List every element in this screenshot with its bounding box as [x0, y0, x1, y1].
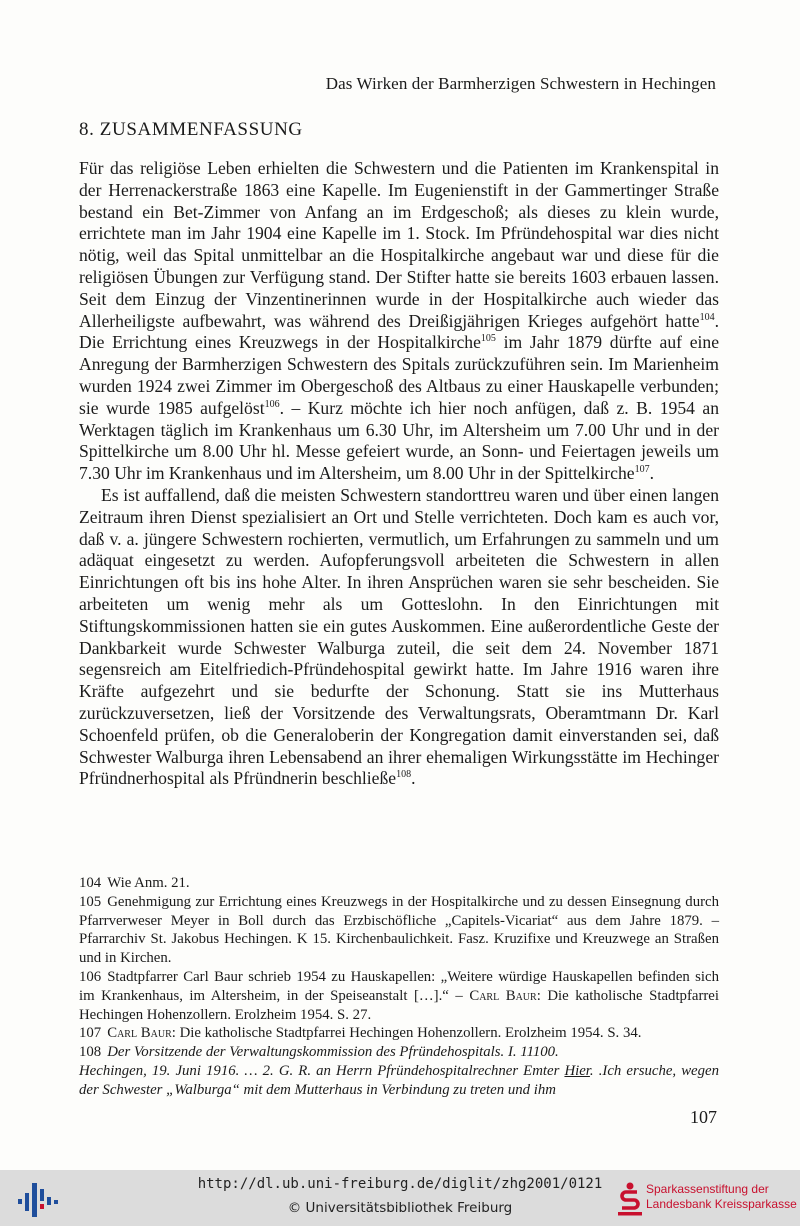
footnote-108: 108 Der Vorsitzende der Verwaltungskommission des Pfründehospitals. I. 11100. Hechingen, 19. Juni 1916. … 2. G. R. an Herrn Pfründehospitalrechner Emter Hier. .Ich ersuche, wegen der Schwester „Walburga“ mit dem Mutterhaus in Verbindung zu treten und ihm [79, 1044, 719, 1098]
footnotes [79, 874, 719, 1100]
paragraph-1: Für das religiöse Leben erhielten die Schwestern und die Patienten im Krankenspital in der Herrenackerstraße 1863 eine Kapelle. Im Eugenienstift in der Gammertinger Straße bestand ein Bet-Zimmer von Anfang an im Erdgeschoß; als dieses zu klein wurde, errichtete man im Jahr 1904 eine Kapelle im 1. Stock. Im Pfründehospital war dies nicht nötig, weil das Spital unmittelbar an die Hospitalkirche angebaut war und diese für die religiösen Übungen zur Verfügung stand. Der Stifter hatte sie bereits 1603 erbauen lassen. Seit dem Einzug der Vinzentinerinnen wurde in der Hospitalkirche auch wieder das Allerheiligste aufbewahrt, was während des Dreißigjährigen Krieges aufgehört hatte$^{104}$. Die Errichtung eines Kreuzwegs in der Hospitalkirche$^{105}$ im Jahr 1879 dürfte auf eine Anregung der Barmherzigen Schwestern des Spitals zurückzuführen sein. Im Marienheim wurden 1924 zwei Zimmer im Obergeschoß des Altbaus zu einer Hauskapelle verbunden; sie wurde 1985 aufgelöst$^{106}$. – Kurz möchte ich hier noch anfügen, daß z. B. 1954 an Werktagen täglich im Krankenhaus um 6.30 Uhr, im Altersheim um 7.00 Uhr und in der Spittelkirche um 8.00 Uhr hl. Messe gefeiert wurde, an Sonn- und Feiertagen jeweils um 7.30 Uhr im Krankenhaus und im Altersheim, um 8.00 Uhr in der Spittelkirche$^{107}$. [79, 158, 719, 484]
source-url-link[interactable]: http://dl.ub.uni-freiburg.de/diglit/zhg2001/0121 [197, 1176, 603, 1192]
footnote-ref-106[interactable]: 106 [264, 398, 280, 410]
footnote-106: 106 Stadtpfarrer Carl Baur schrieb 1954 zu Hauskapellen: „Weitere würdige Hauskapellen befinden sich im Krankenhaus, im Altersheim, in der Speiseanstalt […].“ – Carl Baur: Die katholische Stadtpfarrei Hechingen Hohenzollern. Erolzheim 1954. S. 27. [79, 968, 719, 1023]
footnote-ref-105[interactable]: 105 [480, 333, 496, 345]
footnote-ref-108[interactable]: 108 [396, 769, 412, 781]
sponsor-text[interactable]: Sparkassenstiftung der Landesbank Kreissparkasse [646, 1182, 797, 1211]
footnote-ref-107[interactable]: 107 [634, 464, 650, 476]
footnote-ref-104[interactable]: 104 [699, 311, 715, 323]
paragraph-2: Es ist auffallend, daß die meisten Schwestern standorttreu waren und über einen langen Zeitraum ihren Dienst spezialisiert an Ort und Stelle verrichteten. Doch kam es auch vor, daß v. a. jüngere Schwestern rochierten, vermutlich, um Erfahrungen zu sammeln und um adäquat eingesetzt zu werden. Aufopferungsvoll arbeiteten die Schwestern in allen Einrichtungen oft bis ins hohe Alter. In ihren Ansprüchen waren sie sehr bescheiden. Sie arbeiteten um wenig mehr als um Gotteslohn. In den Einrichtungen mit Stiftungskommissionen hatten sie ein gutes Auskommen. Eine außerordentliche Geste der Dankbarkeit wurde Schwester Walburga zuteil, die seit dem 24. November 1871 segensreich am Eitelfriedich-Pfründehospital gewirkt hatte. Im Jahre 1916 waren ihre Kräfte aufgezehrt und sie bedurfte der Schonung. Statt sie ins Mutterhaus zurückzuversetzen, ließ der Vorsitzende des Verwaltungsrats, Oberamtmann Dr. Karl Schoenfeld prüfen, ob die Generaloberin der Kongregation damit einverstanden sei, daß Schwester Walburga ihren Lebensabend an ihrer ehemaligen Wirkungsstätte im Hechinger Pfründnerhospital als Pfründnerin beschließe$^{108}$. [79, 484, 719, 789]
sparkasse-logo-icon[interactable] [618, 1182, 642, 1216]
running-header: Das Wirken der Barmherzigen Schwestern in Hechingen [325, 74, 716, 93]
section-title: 8. ZUSAMMENFASSUNG [79, 119, 303, 140]
viewer-footer [0, 1170, 800, 1226]
footnote-107: 107 Carl Baur: Die katholische Stadtpfarrei Hechingen Hohenzollern. Erolzheim 1954. S. 34. [79, 1025, 642, 1042]
copyright-text: © Universitätsbibliothek Freiburg [287, 1200, 513, 1216]
body-text [79, 158, 719, 790]
page-number: 107 [690, 1107, 717, 1127]
footnote-104: 104 Wie Anm. 21. [79, 875, 190, 891]
footnote-105: 105 Genehmigung zur Errichtung eines Kreuzwegs in der Hospitalkirche und zu dessen Einsegnung durch Pfarrverweser Meyer in Boll durch das Erzbischöfliche „Capitels-Vicariat“ aus dem Jahre 1879. – Pfarrarchiv St. Jakobus Hechingen. K 15. Kirchenbaulichkeit. Fasz. Kruzifixe und Kreuzwege an Straßen und in Kirchen. [79, 893, 719, 967]
